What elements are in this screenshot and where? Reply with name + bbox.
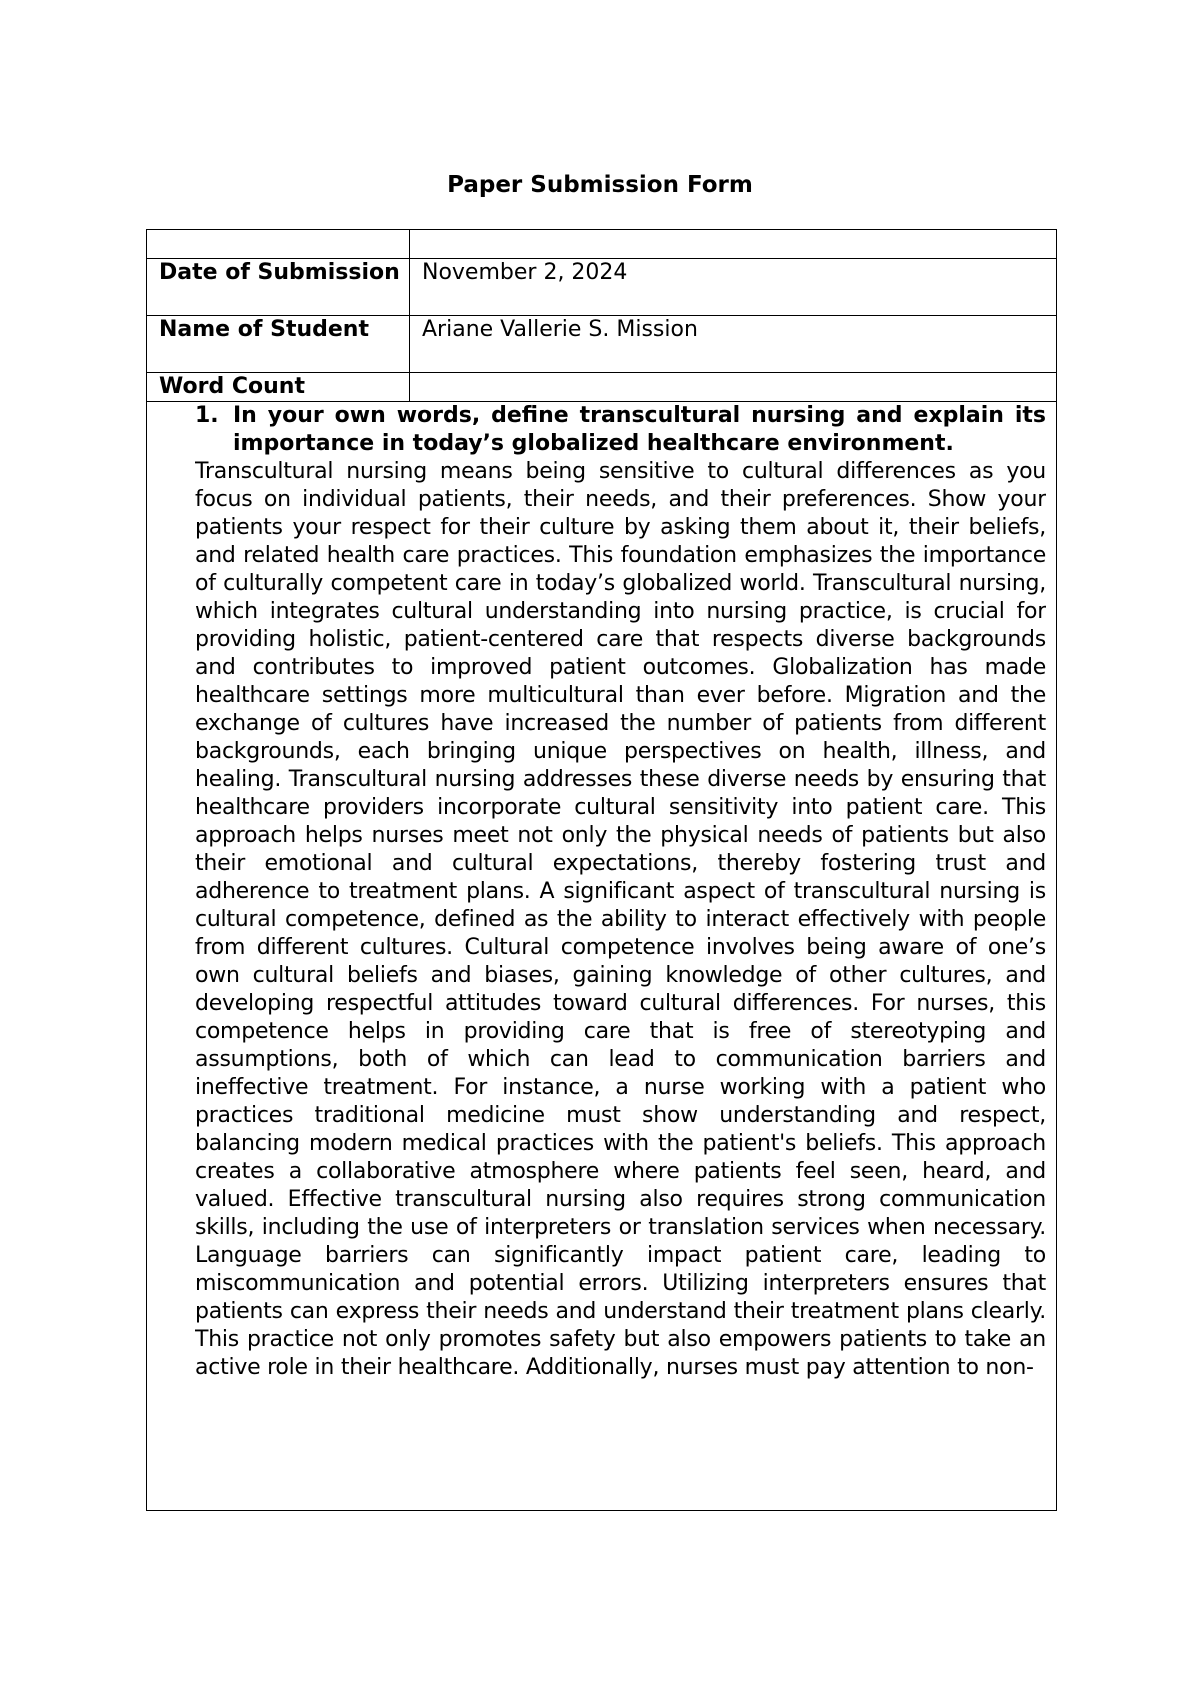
page-title: Paper Submission Form — [447, 172, 753, 198]
word-count-label: Word Count — [147, 373, 410, 402]
word-count-value — [410, 373, 1057, 402]
blank-row — [147, 230, 1057, 259]
blank-label-cell — [147, 230, 410, 259]
submission-form-table — [146, 229, 1057, 1511]
question-item — [195, 402, 1046, 458]
word-count-row — [147, 373, 1057, 402]
date-value: November 2, 2024 — [410, 259, 1057, 316]
question-number: 1. — [195, 403, 219, 428]
question-row — [147, 402, 1057, 1511]
date-label: Date of Submission — [147, 259, 410, 316]
blank-value-cell — [410, 230, 1057, 259]
name-row — [147, 316, 1057, 373]
answer-text: Transcultural nursing means being sensitive to cultural differences as you focus on individual patients, their needs, and their preferences. Show your patients your respect for their culture by asking them about it, their beliefs, and related health care practices. This foundation emphasizes the importance of culturally competent care in today’s globalized world. Transcultural nursing, which integrates cultural understanding into nursing practice, is crucial for providing holistic, patient-centered care that respects diverse backgrounds and contributes to improved patient outcomes. Globalization has made healthcare settings more multicultural than ever before. Migration and the exchange of cultures have increased the number of patients from different backgrounds, each bringing unique perspectives on health, illness, and healing. Transcultural nursing addresses these diverse needs by ensuring that healthcare providers incorporate cultural sensitivity into patient care. This approach helps nurses meet not only the physical needs of patients but also their emotional and cultural expectations, thereby fostering trust and adherence to treatment plans. A significant aspect of transcultural nursing is cultural competence, defined as the ability to interact effectively with people from different cultures. Cultural competence involves being aware of one’s own cultural beliefs and biases, gaining knowledge of other cultures, and developing respectful attitudes toward cultural differences. For nurses, this competence helps in providing care that is free of stereotyping and assumptions, both of which can lead to communication barriers and ineffective treatment. For instance, a nurse working with a patient who practices traditional medicine must show understanding and respect, balancing modern medical practices with the patient's beliefs. This approach creates a collaborative atmosphere where patients feel seen, heard, and valued. Effective transcultural nursing also requires strong communication skills, including the use of interpreters or translation services when necessary. Language barriers can significantly impact patient care, leading to miscommunication and potential errors. Utilizing interpreters ensures that patients can express their needs and understand their treatment plans clearly. This practice not only promotes safety but also empowers patients to take an active role in their healthcare. Additionally, nurses must pay attention to non- — [195, 459, 1046, 1380]
name-label: Name of Student — [147, 316, 410, 373]
date-row — [147, 259, 1057, 316]
name-value: Ariane Vallerie S. Mission — [410, 316, 1057, 373]
question-text: In your own words, define transcultural nursing and explain its importance in today’s globalized healthcare environment. — [233, 403, 1046, 456]
question-cell — [147, 402, 1057, 1511]
